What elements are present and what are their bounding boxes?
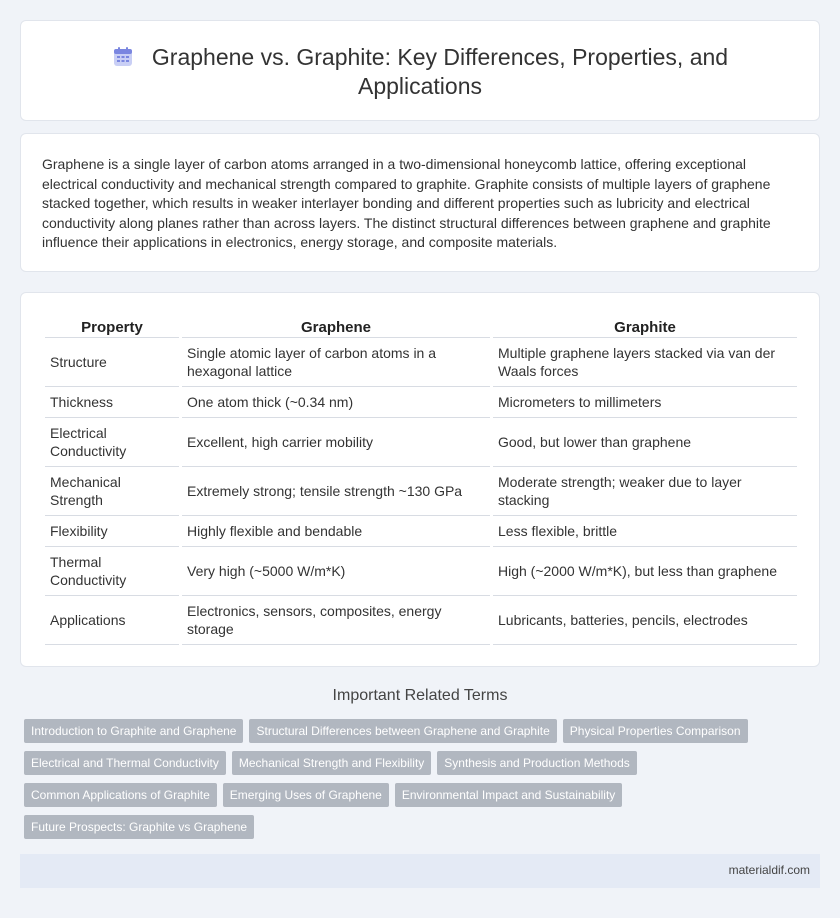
related-term-tag[interactable]: Introduction to Graphite and Graphene: [24, 719, 243, 743]
table-row: [45, 338, 797, 387]
footer: [20, 854, 820, 888]
table-row: [45, 516, 797, 547]
cell-property: Applications: [45, 596, 179, 645]
cell-graphene: Electronics, sensors, composites, energy storage: [182, 596, 490, 645]
cell-graphene: Highly flexible and bendable: [182, 516, 490, 547]
related-term-tag[interactable]: Physical Properties Comparison: [563, 719, 748, 743]
header-card: [20, 20, 820, 121]
intro-paragraph: Graphene is a single layer of carbon atoms arranged in a two-dimensional honeycomb lattice, offering exceptional electrical conductivity and mechanical strength compared to graphite. Graphite consists of multiple layers of graphene stacked together, which results in weaker interlayer bonding and different properties such as lubricity and electrical conductivity along planes rather than across layers. The distinct structural differences between graphene and graphite influence their applications in electronics, energy storage, and composite materials.: [42, 156, 771, 251]
table-row: [45, 467, 797, 516]
cell-graphene: Single atomic layer of carbon atoms in a hexagonal lattice: [182, 338, 490, 387]
cell-property: Mechanical Strength: [45, 467, 179, 516]
cell-graphite: Moderate strength; weaker due to layer stacking: [493, 467, 797, 516]
header-graphite: Graphite: [493, 313, 797, 338]
related-term-tag[interactable]: Mechanical Strength and Flexibility: [232, 751, 431, 775]
related-terms-title: Important Related Terms: [332, 687, 508, 704]
cell-property: Thickness: [45, 387, 179, 418]
page-title-text: Graphene vs. Graphite: Key Differences, Properties, and Applications: [151, 44, 729, 99]
cell-property: Thermal Conductivity: [45, 547, 179, 596]
comparison-table: [42, 313, 800, 645]
cell-graphene: Excellent, high carrier mobility: [182, 418, 490, 467]
related-term-tag[interactable]: Electrical and Thermal Conductivity: [24, 751, 226, 775]
cell-graphene: Very high (~5000 W/m*K): [182, 547, 490, 596]
cell-property: Electrical Conductivity: [45, 418, 179, 467]
footer-site-link[interactable]: materialdif.com: [728, 863, 810, 877]
cell-graphene: One atom thick (~0.34 nm): [182, 387, 490, 418]
cell-graphene: Extremely strong; tensile strength ~130 GPa: [182, 467, 490, 516]
related-term-tag[interactable]: Emerging Uses of Graphene: [223, 783, 389, 807]
page-title: [21, 43, 819, 101]
cell-property: Flexibility: [45, 516, 179, 547]
related-term-tag[interactable]: Environmental Impact and Sustainability: [395, 783, 622, 807]
intro-card: [20, 133, 820, 272]
table-row: [45, 596, 797, 645]
related-term-tag[interactable]: Common Applications of Graphite: [24, 783, 217, 807]
header-graphene: Graphene: [182, 313, 490, 338]
related-term-tag[interactable]: Synthesis and Production Methods: [437, 751, 636, 775]
related-terms-list: [24, 719, 784, 847]
header-property: Property: [45, 313, 179, 338]
comparison-card: [20, 292, 820, 667]
related-term-tag[interactable]: Structural Differences between Graphene and Graphite: [249, 719, 556, 743]
calendar-icon: [112, 46, 134, 68]
cell-graphite: Less flexible, brittle: [493, 516, 797, 547]
cell-graphite: Micrometers to millimeters: [493, 387, 797, 418]
table-header-row: [45, 313, 797, 338]
cell-graphite: High (~2000 W/m*K), but less than graphene: [493, 547, 797, 596]
table-row: [45, 418, 797, 467]
table-row: [45, 387, 797, 418]
cell-graphite: Good, but lower than graphene: [493, 418, 797, 467]
related-term-tag[interactable]: Future Prospects: Graphite vs Graphene: [24, 815, 254, 839]
cell-graphite: Multiple graphene layers stacked via van der Waals forces: [493, 338, 797, 387]
cell-property: Structure: [45, 338, 179, 387]
table-row: [45, 547, 797, 596]
cell-graphite: Lubricants, batteries, pencils, electrodes: [493, 596, 797, 645]
